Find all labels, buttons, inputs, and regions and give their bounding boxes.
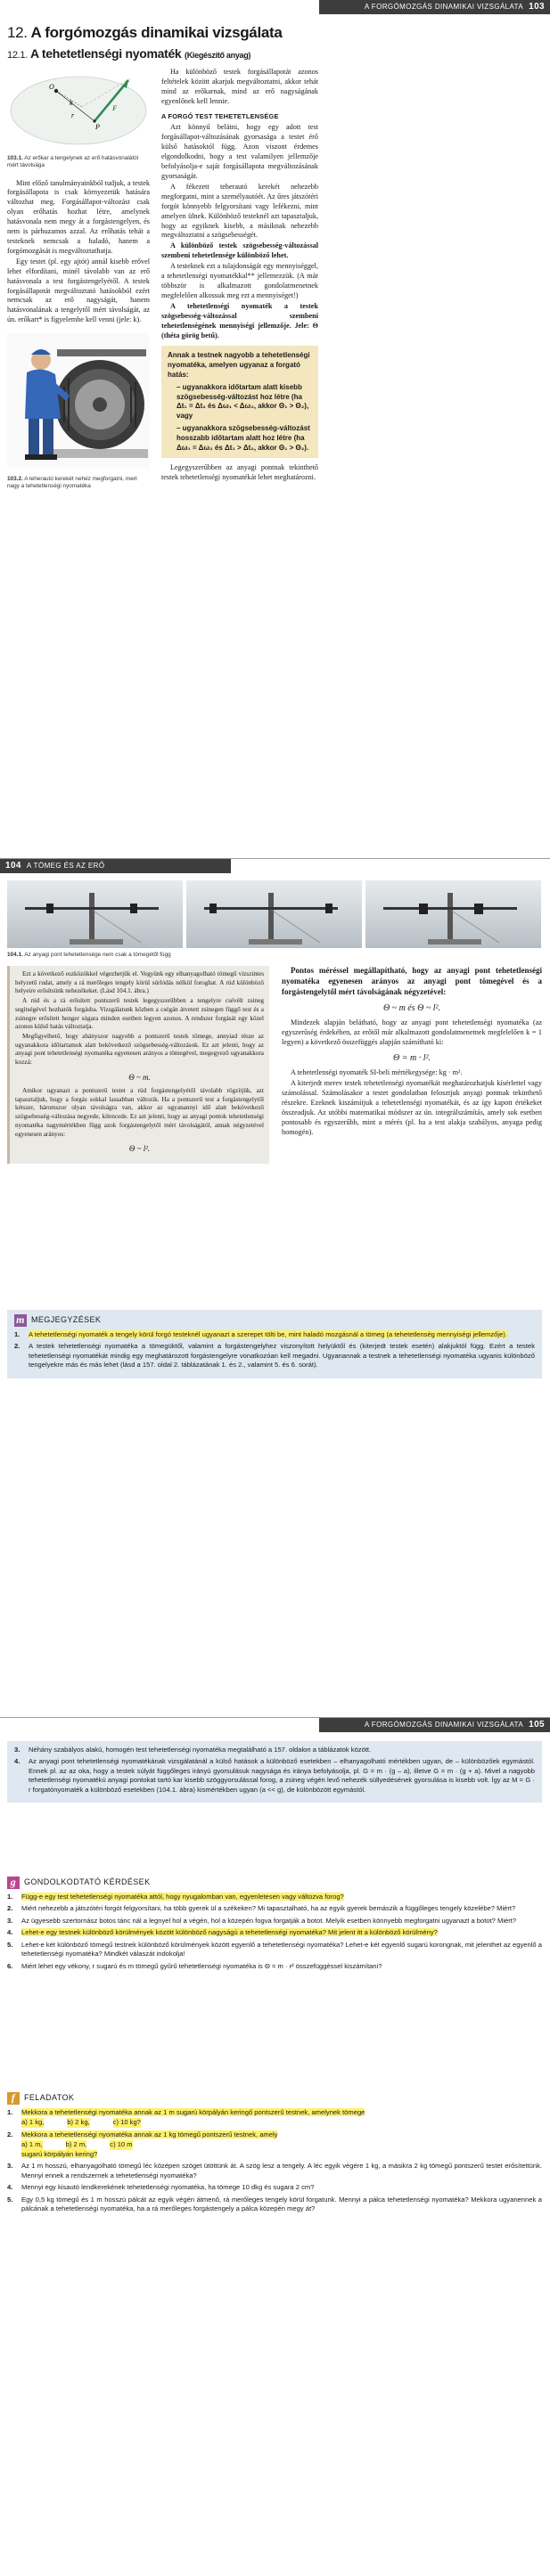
note-number: 2. — [14, 1342, 21, 1351]
task-option: a) 1 kg, — [21, 2118, 45, 2127]
note-number: 3. — [14, 1746, 21, 1754]
photo-caption — [7, 952, 542, 959]
task-text-tail: sugarú körpályán kering? — [21, 2149, 98, 2158]
section-number: 12.1. — [7, 49, 28, 61]
section-title-text: A tehetetlenségi nyomaték — [30, 45, 182, 61]
notes-panel-continued — [7, 1741, 542, 1803]
right-paragraph-2: Mindezek alapján belátható, hogy az anyagi pont tehetetlenségi nyomatéka (az egyszerűség érdekében, az erőtől már alkalmazott gondolatmenetnek megfelelően k = 1 legyen) a következő összefüggés alapján számítható ki: — [282, 1018, 542, 1047]
notes-icon: m — [14, 1314, 27, 1327]
fig2-number: 103.2. — [7, 476, 23, 483]
question-text: Függ-e egy test tehetetlenségi nyomatéka attól, hogy nyugalomban van, egyenletesen vagy változva forog? — [21, 1893, 344, 1901]
middle-column — [161, 68, 318, 484]
page-number: 104 — [5, 861, 21, 871]
question-item — [7, 1962, 542, 1971]
question-item — [7, 1904, 542, 1913]
middle-paragraph-3: A fékezett teherautó kerekét nehezebb megforgatni, mint a személyautóét. Az űres játszótéri forgót könnyebb felgyorsítani vagy lefékezni, mint amelyen ülnek. Különböző testeknél azt tapasztaljuk, hogy az egyiknek kisebb, a másiknak nehezebb megváltoztatni a szögsebességét. — [161, 182, 318, 240]
task-number: 4. — [7, 2183, 13, 2192]
photo-rod-1 — [7, 880, 183, 948]
notes-list-continued — [14, 1746, 535, 1795]
question-number: 6. — [7, 1961, 13, 1970]
experiment-paragraph-3: Megfigyelhető, hogy ahányszor nagyobb a pontszerű testek tömege, annyiad része az ugyanakkora időtartamok alatt bekövetkező szögsebesség-változások. Ez azt jelenti, hogy az anyagi pont tehetetlenségi nyomatéka egyenesen arányos a tömegével, megegyező ugyanakkora kozzá: — [15, 1033, 264, 1067]
page-number: 103 — [529, 2, 545, 12]
left-column — [7, 68, 150, 491]
question-number: 4. — [7, 1928, 13, 1937]
truck-wheel-illustration — [7, 333, 150, 469]
tasks-section — [7, 2092, 542, 2217]
left-paragraph-1: Mint előző tanulmányainkból tudjuk, a testek forgásállapota is csak környezetük hatására változhat meg. Forgásállapot-változást csak olyan erőhatás hozhat létre, amelynek hatásvonala nem megy át a forgástengelyen, és nem is párhuzamos azzal. Az erőhatás tehát a testeknek nemcsak a haladó, hanem a forgómozgását is megváltoztathatja. — [7, 178, 150, 255]
middle-paragraph-4: A különböző testek szögsebesség-változással szembeni tehetetlensége különböző lehet. — [161, 241, 318, 260]
question-text: Lehet-e két különböző tömegű testnek különböző körülmények között egyenlő a tehetetlenségi nyomatéka? Lehet-e két egyenlő sugarú korongnak, mit jelenthet az egyenlő a tehetetlenségi nyomatéka? Mindkét válaszát indokolja! — [21, 1940, 542, 1959]
right-paragraph-1: Pontos méréssel megállapítható, hogy az anyagi pont tehetetlenségi nyomatéka egyenesen arányos az anyagi pont tömegével és a forgástengelytől mért távolságának négyzetével: — [282, 966, 542, 996]
task-text: Mekkora a tehetetlenségi nyomatéka annak az 1 m sugarú körpályán keringő pontszerű testnek, amelynek tömege — [21, 2108, 365, 2116]
note-item — [14, 1342, 535, 1370]
questions-title — [7, 1877, 542, 1889]
photo-rod-3 — [365, 880, 541, 948]
task-option: a) 1 m, — [21, 2140, 43, 2149]
chapter-title — [7, 23, 542, 44]
question-text: Miért nehezebb a játszótéri forgót felgyorsítani, ha több gyerek ül a székeken? Mi tapasztalható, ha az egyik gyerek bemászik a függőleges tengely közelébe? Miért? — [21, 1904, 516, 1913]
formula-moment-of-inertia: Θ = m · l². — [393, 1052, 431, 1063]
label-f: F — [112, 104, 118, 112]
tasks-icon: f — [7, 2092, 20, 2105]
task-option: c) 10 m — [110, 2140, 133, 2149]
task-options — [21, 2140, 542, 2149]
photo-caption-number: 104.1. — [7, 952, 23, 958]
label-p: P — [95, 123, 100, 131]
question-item — [7, 1917, 542, 1926]
subheading-rotating-body-inertia: A FORGÓ TEST TEHETETLENSÉGE — [161, 111, 279, 120]
left-paragraph-2: Egy testet (pl. egy ajtót) annál kisebb erővel lehet elfordítani, minél távolabb van az erő hatásvonala a test forgástengelyétől. A testek forgásállapotát megváltoztató hatásokból ezért nemcsak az erő nagyságát, hanem hatásvonalának a tengelytől mért távolságát, az ún. erőkart* is figyelembe kell venni (jele: k). — [7, 257, 150, 324]
tasks-list — [7, 2108, 542, 2214]
questions-list — [7, 1893, 542, 1971]
header-text: A FORGÓMOZGÁS DINAMIKAI VIZSGÁLATA — [364, 2, 524, 11]
definition-item-1: – ugyanakkora időtartam alatt kisebb szögsebesség-változást hoz létre (ha Δt₁ = Δt₂ és Δω₁ < Δω₂, akkor Θ₁ > Θ₂), vagy — [176, 382, 309, 421]
page-103 — [0, 0, 550, 858]
question-number: 1. — [7, 1893, 13, 1901]
middle-paragraph-5: A testeknek ezt a tulajdonságát egy mennyiséggel, a tehetetlenségi nyomatékkal** jellemezzük. (A már többször is alkalmazott gondolatmenetnek megfelelően alkossuk meg ezt a mennyiséget!) — [161, 262, 318, 299]
experiment-paragraph-4: Amikor ugyanazt a pontszerű testet a rúd forgástengelyétől távolabb rögzítjük, azt tapasztaljuk, hogy a forgás sokkal lassabban változik. Ha a pontszerű test a forgástengelytől kétszer, háromszor olyan távolságra van, akkor az ugyanannyi idő alatt bekövetkező szögsebesség-változása negyede, kilencede. Ez azt jelenti, hogy az anyagi pontok tehetetlenségi nyomatéka nagymértékben függ azok forgástengelytől mért távolságától, annak négyzetével egyenesen arányos: — [15, 1087, 264, 1138]
task-item — [7, 2130, 542, 2159]
note-text: Néhány szabályos alakú, homogén test tehetetlenségi nyomatéka megtalálható a 157. oldalon a táblázatok között. — [29, 1746, 372, 1754]
notes-panel — [7, 1310, 542, 1378]
note-item — [14, 1757, 535, 1795]
middle-paragraph-1: Ha különböző testek forgásállapotát azonos feltételek között akarjuk megváltoztatni, akkor tehát mind az erőkarnak, mind az erő nagyságának egyenlőnek kell lennie. — [161, 68, 318, 105]
task-item — [7, 2183, 542, 2192]
questions-section — [7, 1877, 542, 1974]
notes-title-text: MEGJEGYZÉSEK — [31, 1315, 102, 1325]
running-header — [0, 859, 231, 873]
middle-paragraph-2: Azt könnyű belátni, hogy egy adott test forgásállapot-változásának gyorsasága a testet érő külső hatásoktól függ. Azon viszont érdemes elgondolkodni, hogy a test valamilyen jellemzője befolyásolja-e saját forgásállapota megváltozásának gyorsaságát. — [161, 123, 318, 180]
note-text: A tehetetlenségi nyomaték a tengely körül forgó testeknél ugyanazt a szerepet tölti be, mint haladó mozgásnál a tömeg (a tehetetlenség mennyiségi jellemzője). — [29, 1330, 507, 1338]
experiment-photos — [7, 880, 542, 948]
page-104 — [0, 859, 550, 1717]
section-title — [7, 45, 542, 62]
notes-list — [14, 1330, 535, 1370]
tasks-title-text: FELADATOK — [24, 2093, 75, 2103]
running-header — [319, 0, 550, 14]
question-number: 2. — [7, 1904, 13, 1913]
fig1-caption — [7, 155, 150, 170]
right-text-column — [282, 966, 542, 1139]
formula-theta-l2: Θ ~ l². — [128, 1144, 151, 1154]
tasks-title — [7, 2092, 542, 2105]
question-item — [7, 1941, 542, 1959]
note-item — [14, 1746, 535, 1754]
question-item — [7, 1928, 542, 1937]
task-item — [7, 2196, 542, 2214]
photo-rod-2 — [186, 880, 362, 948]
label-r: r — [71, 111, 75, 119]
question-item — [7, 1893, 542, 1901]
middle-paragraph-7: Legegyszerűbben az anyagi pontnak tekinthető testek tehetetlenségi nyomatékát lehet meghatározni. — [161, 463, 318, 482]
running-header — [319, 1718, 550, 1732]
label-k: k — [70, 99, 73, 107]
task-number: 1. — [7, 2108, 13, 2116]
task-option: c) 10 kg? — [112, 2118, 141, 2127]
task-text: Az 1 m hosszú, elhanyagolható tömegű léc középen szöget ütöttünk át. A szög lesz a tengely. A léc egyik végére 1 kg, a másikra 2 kg tömegű pontszerű testet erősítettünk. Mennyi ennek a rendszernek a tehetetlenségi nyomatéka? — [21, 2162, 542, 2179]
task-text: Mennyi egy kisautó lendkerekének tehetetlenségi nyomatéka, ha tömege 10 dkg és sugara 2 cm? — [21, 2183, 315, 2192]
task-item — [7, 2108, 542, 2128]
note-text: A testek tehetetlenségi nyomatéka a tömegüktől, valamint a forgástengelyhez viszonyított helyüktől és (kiterjedt testek esetén) alakjuktól függ. Ezért a testek tehetetlenségi nyomatékát mindig egy meghatározott forgástengelyre vonatkozóan kell megadni. Ugyanannak a testnek a tehetetlenségi nyomatéka ugyanis különböző tengelyekre más és más lehet (lásd a 157. oldal 2. táblázatának 1. és 2., valamint 5. és 6. sorát). — [29, 1342, 535, 1370]
experiment-description — [7, 966, 269, 1164]
fig1-caption-text: Az erőkar a tengelynek az erő hatásvonalától mért távolsága — [7, 154, 139, 169]
fig2-caption — [7, 476, 150, 491]
questions-title-text: GONDOLKODTATÓ KÉRDÉSEK — [24, 1877, 151, 1887]
door-lever-diagram — [7, 68, 150, 148]
notes-title — [14, 1314, 535, 1327]
header-text: A FORGÓMOZGÁS DINAMIKAI VIZSGÁLATA — [364, 1720, 524, 1729]
photo-caption-text: Az anyagi pont tehetetlensége nem csak a tömegétől függ — [24, 952, 171, 958]
questions-icon: g — [7, 1877, 20, 1889]
note-number: 1. — [14, 1330, 21, 1338]
notes-continued — [7, 1741, 542, 1803]
question-number: 3. — [7, 1916, 13, 1925]
chapter-heading — [7, 23, 542, 61]
fig2-caption-text: A teherautó kerekét nehéz megforgatni, mert nagy a tehetetlenségi nyomatéka — [7, 476, 137, 490]
note-item — [14, 1330, 535, 1339]
header-text: A TÖMEG ÉS AZ ERŐ — [26, 861, 105, 870]
experiment-box — [7, 966, 269, 1164]
page-105 — [0, 1718, 550, 2576]
chapter-number: 12. — [7, 24, 28, 41]
note-number: 4. — [14, 1757, 21, 1766]
question-text: Miért lehet egy vékony, r sugarú és m tömegű gyűrű tehetetlenségi nyomatéka is Θ = m · r² összefüggéssel kiszámítani? — [21, 1961, 382, 1970]
experiment-paragraph-1: Ezt a következő eszközökkel végezhetjük el. Vegyünk egy elhanyagolható tömegű vízszintes helyzetű rudat, amely a rá merőleges tengely körül súrlódás nélkül foroghat. A rúd különböző helyeire erősítsünk nehezékeket. (Lásd 104.1. ábra.) — [15, 970, 264, 995]
task-text: Egy 0,5 kg tömegű és 1 m hosszú pálcát az egyik végén átmenő, rá merőleges tengely körül forgatunk. Mennyi a pálca tehetetlenségi nyomatéka? Mekkora ugyanennek a pálcának a tehetetlenségi nyomatéka, ha a rá merőleges forgástengely a pálca közepén megy át? — [21, 2195, 542, 2213]
right-paragraph-4: A kiterjedt merev testek tehetetlenségi nyomatékát meghatározhatjuk kísérlettel vagy számolással. Számolásakor a testet gondolatban felosztjuk anyagi pontnak tekinthető részekre. Ezeknek kiszámítjuk a tehetetlenségi nyomatékát, és az így kapott értékeket összeadjuk. Az utóbbi matematikai módszer az ún. integrálszámítás, amely sok esetben pontosabb és egyszerűbb, mint a mérés (pl. ha a test alakja szabályos, anyaga pedig homogén). — [282, 1079, 542, 1136]
task-text: Mekkora a tehetetlenségi nyomatéka annak az 1 kg tömegű pontszerű testnek, amely — [21, 2130, 278, 2138]
question-text: Lehet-e egy testnek különböző körülmények között különböző nagyságú a tehetetlenségi nyomatéka? Mit jelent itt a különböző körülmény? — [21, 1928, 438, 1937]
formula-theta-m: Θ ~ m. — [128, 1072, 151, 1082]
label-o: O — [49, 83, 54, 91]
task-options — [21, 2118, 542, 2127]
photo-strip — [7, 880, 542, 959]
notes-box — [7, 1310, 542, 1378]
formula-proportionality: Θ ~ m és Θ ~ l². — [382, 1002, 441, 1013]
definition-box — [161, 346, 318, 458]
middle-paragraph-6: A tehetetlenségi nyomaték a testek szögsebesség-változással szembeni tehetetlenségének mennyiségi jellemzője. Jele: Θ (théta görög betű). — [161, 301, 318, 339]
note-text: Az anyagi pont tehetetlenségi nyomatékának vizsgálatánál a külső hatások a különböző esetekben – elhanyagolható mértékben ugyan, de – különbözőek egymástól. Ennek pl. az az oka, hogy a testek súlyát függőleges irányú gyorsulásuk nagysága és iránya befolyásolja, pl. G = m · (g – a), illetve G = m · (g + a). Mivel a nagyobb tehetetlenségi nyomatékú anyagi pontokat tartó kar kisebb szöggyorsulással forog, a zsineg végén levő nehezék süllyedésének gyorsulása is kisebb volt. Így az M = G · r forgatónyomaték a különböző esetekben (104.1. ábra) kismértékben ugyan (a << g), de különbözött egymástól. — [29, 1757, 535, 1794]
section-subtitle: (Kiegészítő anyag) — [185, 50, 251, 60]
task-number: 2. — [7, 2130, 13, 2138]
task-option: b) 2 m, — [65, 2140, 87, 2149]
page-number: 105 — [529, 1720, 545, 1730]
task-option: b) 2 kg, — [67, 2118, 90, 2127]
experiment-paragraph-2: A rúd és a rá erősített pontszerű testek legegyszerűbben a tengelyre csévélt zsineg segítségével hozhatók forgásba. Vizsgálatunk közben a cségán átvetett zsinegen függő test és a zsinegre erősített henger súgara minden esetben legyen azonos. A rendszer forgását egy közel azonos külső hatás változtatja. — [15, 997, 264, 1031]
question-number: 5. — [7, 1940, 13, 1949]
fig1-number: 103.1. — [7, 154, 23, 161]
task-number: 5. — [7, 2195, 13, 2204]
task-number: 3. — [7, 2162, 13, 2171]
definition-intro: Annak a testnek nagyobb a tehetetlenségi nyomatéka, amelyen ugyanaz a forgató hatás: — [168, 351, 310, 379]
question-text: Az ügyesebb szertornász botos tánc nál a legnyel hol a végén, hol a közepén fogva forgatják a botot. Melyik esetben könnyebb megforgatni ugyanazt a botot? Miért? — [21, 1916, 517, 1925]
chapter-title-text: A forgómozgás dinamikai vizsgálata — [30, 24, 283, 41]
definition-item-2: – ugyanakkora szögsebesség-változást hosszabb időtartam alatt hoz létre (ha Δω₁ = Δω₂ és Δt₁ > Δt₂, akkor Θ₁ > Θ₂). — [176, 423, 310, 452]
task-item — [7, 2162, 542, 2180]
right-paragraph-3: A tehetetlenségi nyomaték SI-beli mértékegysége: kg · m². — [291, 1068, 463, 1077]
